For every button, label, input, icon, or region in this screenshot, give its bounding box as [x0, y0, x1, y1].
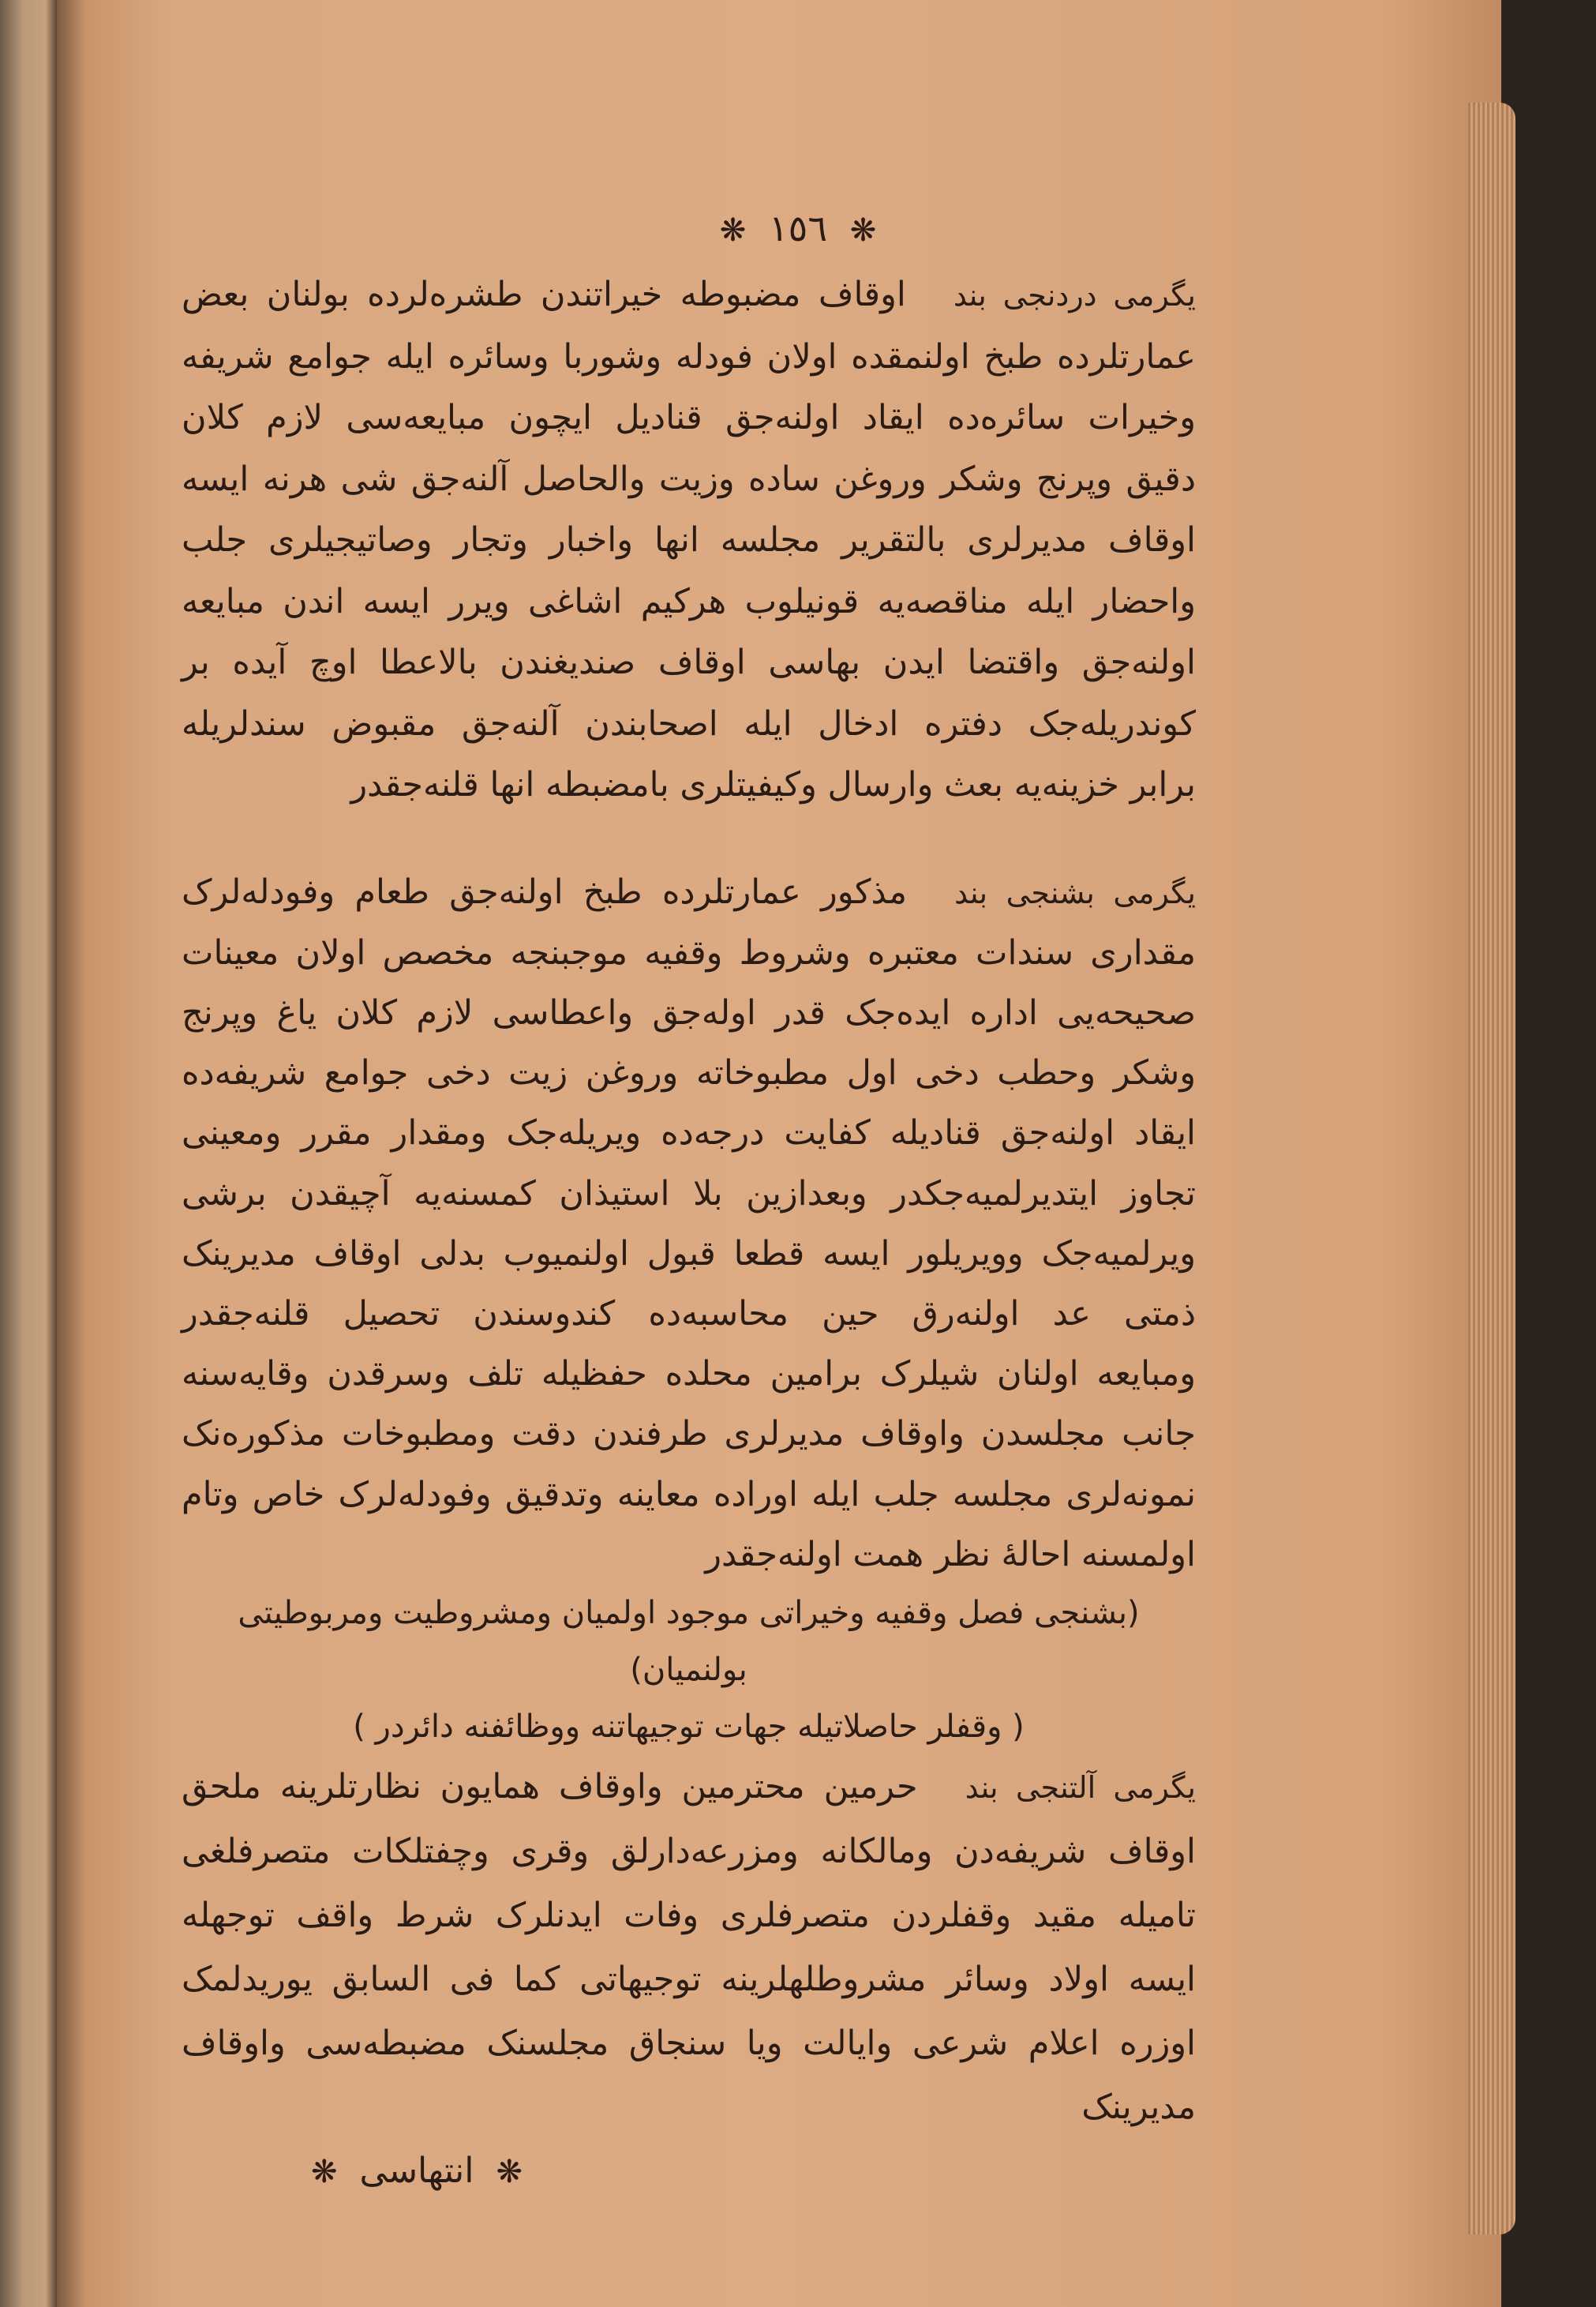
ornament-icon: ❋: [496, 2153, 523, 2190]
text-line: ذمتی عد اولنه‌رق حین محاسبه‌ده کندوسندن تحصیل قلنه‌جقدر: [182, 1293, 1196, 1334]
text-line: ومبایعه اولنان شیلرک برامین محلده حفظیله تلف وسرقدن وقایه‌سنه: [182, 1354, 1196, 1394]
text-line: تامیله مقید وقفلردن متصرفلری وفات ایدنلرک شرط واقف توجهله: [182, 1895, 1196, 1935]
page-body: [182, 264, 1196, 2204]
text-line: [182, 862, 1196, 923]
text-line: واحضار ایله مناقصه‌یه قونیلوب هرکیم اشاغی ویرر ایسه اندن مبایعه: [182, 581, 1196, 621]
line-text: اوقاف مضبوطه خیراتندن طشره‌لرده بولنان بعض: [182, 275, 906, 314]
text-line: مقداری سندات معتبره وشروط وقفیه موجبنجه مخصص اولان معینات: [182, 932, 1196, 973]
clause-24: [182, 264, 1196, 816]
text-line: وشکر وحطب دخی اول مطبوخاته وروغن زیت دخی جوامع شریفه‌ده: [182, 1053, 1196, 1093]
text-line: اولنه‌جق واقتضا ایدن بهاسی اوقاف صندیغندن بالاعطا اوچ آیده بر: [182, 643, 1196, 682]
text-line: برابر خزینه‌یه بعث وارسال وکیفیتلری بامضبطه انها قلنه‌جقدر: [350, 765, 1196, 805]
text-line: ایسه اولاد وسائر مشروطلهلرینه توجیهاتی کما فی السابق یوریدلمک: [182, 1959, 1196, 1999]
text-line: ایقاد اولنه‌جق قنادیله کفایت درجه‌ده ویریله‌جک ومقدار مقرر ومعینی: [182, 1113, 1196, 1154]
line-text: حرمین محترمین واوقاف همایون نظارتلرینه ملحق: [182, 1766, 918, 1806]
section-heading-line-2: ( وقفلر حاصلاتیله جهات توجیهاتنه ووظائفنه دائردر ): [353, 1708, 1025, 1745]
text-line: [182, 264, 1196, 327]
text-line: اوزره اعلام شرعی وایالت ویا سنجاق مجلسنک مضبطه‌سی واوقاف مدیرینک: [182, 2023, 1196, 2127]
text-line: عمارتلرده طبخ اولنمقده اولان فودله وشوربا وسائره ایله جوامع شریفه: [182, 336, 1196, 377]
facing-page-edge: [0, 0, 57, 2307]
text-line: جانب مجلسدن واوقاف مدیرلری طرفندن دقت ومطبوخات مذکوره‌نک: [182, 1414, 1196, 1454]
text-line: وخیرات سائره‌ده ایقاد اولنه‌جق قنادیل ایچون مبایعه‌سی لازم کلان: [182, 398, 1196, 437]
clause-25: [182, 862, 1196, 1585]
text-line: نمونه‌لری مجلسه جلب ایله اوراده معاینه وتدقیق وفودله‌لرک خاص وتام: [182, 1474, 1196, 1514]
text-line: اوقاف مدیرلری بالتقریر مجلسه انها واخبار وتجار وصاتیجیلری جلب: [182, 520, 1196, 560]
page-number: ١٥٦: [768, 207, 828, 249]
ornament-icon: ❋: [719, 212, 747, 249]
text-line: تجاوز ایتدیرلمیه‌جکدر وبعدازین بلا استیذان کمسنه‌یه آچیقدن برشی: [182, 1173, 1196, 1214]
clause-label: یگرمی دردنجی بند: [953, 278, 1196, 313]
end-mark: [182, 2140, 1196, 2204]
text-line: اوقاف شریفه‌دن ومالکانه ومزرعه‌دارلق وقری وچفتلکات متصرفلغی: [182, 1831, 1196, 1871]
end-mark-text: انتهاسی: [359, 2150, 474, 2191]
page-stack-edge: [1468, 103, 1515, 2234]
text-line: صحیحه‌یی اداره ایده‌جک قدر اوله‌جق واعطاسی لازم کلان یاغ وپرنج: [182, 992, 1196, 1033]
text-line: ویرلمیه‌جک وویریلور ایسه قطعا قبول اولنمیوب بدلی اوقاف مدیرینک: [182, 1233, 1196, 1274]
line-text: مذکور عمارتلرده طبخ اولنه‌جق طعام وفودله‌لرک: [182, 872, 908, 912]
section-heading-line-1: (بشنجی فصل وقفیه وخیراتی موجود اولمیان ومشروطیت ومربوطیتی بولنمیان): [238, 1594, 1140, 1688]
clause-26: [182, 1755, 1196, 2140]
page-number-header: [0, 207, 1596, 249]
text-line: [182, 1755, 1196, 1820]
text-line: دقیق وپرنج وشکر وروغن ساده وزیت والحاصل آلنه‌جق شی هرنه ایسه: [182, 459, 1196, 499]
text-line: اولمسنه احاله‌ٔ نظر همت اولنه‌جقدر: [705, 1534, 1196, 1574]
ornament-icon: ❋: [311, 2153, 338, 2190]
clause-label: یگرمی بشنجی بند: [954, 875, 1196, 910]
text-line: کوندریله‌جک دفتره ادخال ایله اصحابندن آلنه‌جق مقبوض سندلریله: [182, 703, 1196, 744]
ornament-icon: ❋: [849, 212, 877, 249]
clause-label: یگرمی آلتنجی بند: [965, 1769, 1196, 1805]
